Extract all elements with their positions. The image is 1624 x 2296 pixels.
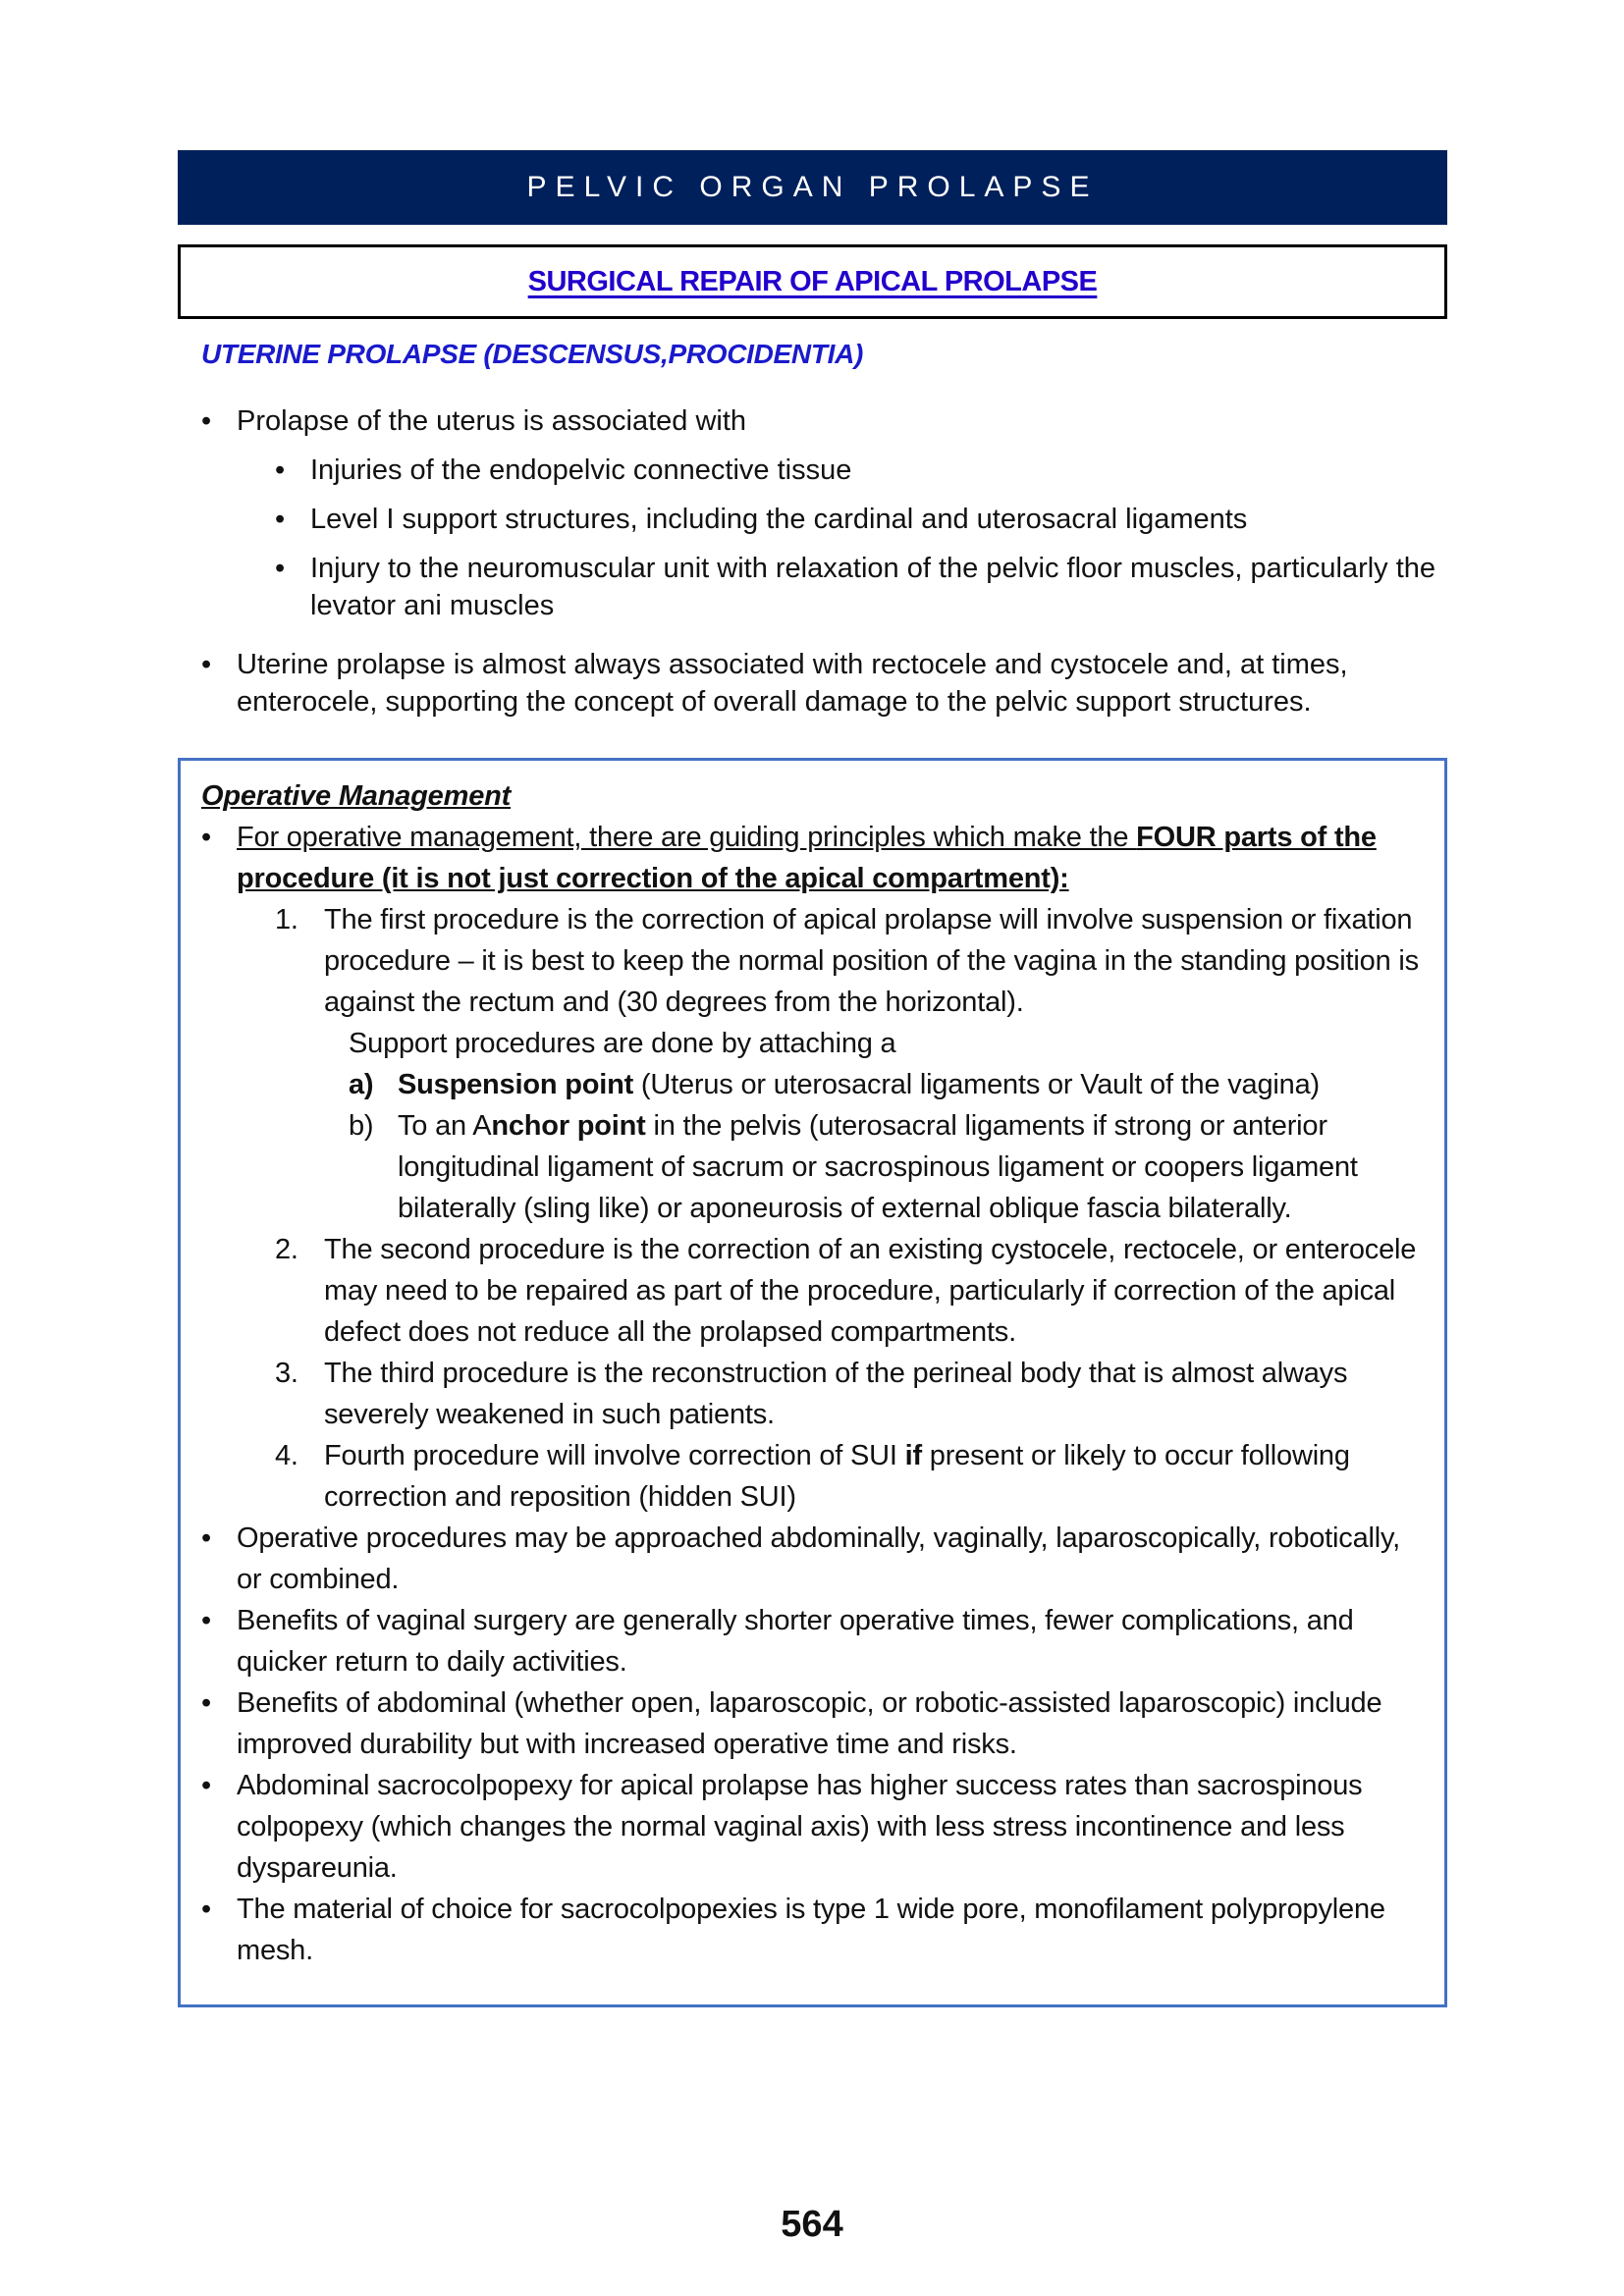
list-item [201,817,1429,899]
sub-step-bold: nchor point [491,1110,646,1142]
step-text: Fourth procedure will involve correction of SUI [324,1440,905,1471]
step-number: 1. [275,904,298,935]
list-item: • Level I support structures, including the cardinal and uterosacral ligaments [275,501,1438,538]
sub-step-text: (Uterus or uterosacral ligaments or Vault of the vagina) [633,1069,1320,1100]
step-text: present or likely to occur following correction and reposition (hidden SUI) [324,1440,1350,1513]
step-item [275,1353,1429,1435]
step-item [275,1229,1429,1353]
step-text: The second procedure is the correction of an existing cystocele, rectocele, or enterocele may need to be repaired as part of the procedure, particularly if correction of the apical defect does not reduce all the prolapsed compartments. [324,1234,1417,1348]
list-item: • Injury to the neuromuscular unit with relaxation of the pelvic floor muscles, particularly the levator ani muscles [275,550,1438,624]
section-title-box [178,244,1447,319]
list-item: • Prolapse of the uterus is associated with [201,402,1438,440]
subheading: UTERINE PROLAPSE (DESCENSUS,PROCIDENTIA) [201,339,864,369]
sub-step-text: in the pelvis (uterosacral ligaments if strong or anterior longitudinal ligament of sacrum or sacrospinous ligament or coopers ligament bilaterally (sling like) or aponeurosis of external oblique fascia bilaterally. [398,1110,1358,1224]
list-item: • Benefits of abdominal (whether open, laparoscopic, or robotic-assisted laparoscopic) include improved durability but with increased operative time and risks. [201,1682,1429,1765]
chapter-header [178,150,1447,225]
lead-text: For operative management, there are guiding principles which make the [237,822,1137,853]
step-item [275,1435,1429,1518]
step-item [275,899,1429,1023]
step-bold: if [904,1440,922,1471]
step-text: The third procedure is the reconstruction of the perineal body that is almost always severely weakened in such patients. [324,1358,1348,1430]
step-number: 2. [275,1234,298,1265]
list-item: • Injuries of the endopelvic connective tissue [275,452,1438,489]
list-item: • Abdominal sacrocolpopexy for apical prolapse has higher success rates than sacrospinous colpopexy (which changes the normal vaginal axis) with less stress incontinence and less dyspareunia. [201,1765,1429,1889]
sub-step-text: To an A [398,1110,492,1142]
lead-bold: FOUR parts of the procedure (it is not just correction of the apical compartment): [237,822,1377,894]
section-title: SURGICAL REPAIR OF APICAL PROLAPSE [527,265,1098,297]
sub-step-item [349,1064,1429,1105]
list-item: • The material of choice for sacrocolpopexies is type 1 wide pore, monofilament polypropylene mesh. [201,1889,1429,1971]
list-item: • Uterine prolapse is almost always associated with rectocele and cystocele and, at times, enterocele, supporting the concept of overall damage to the pelvic support structures. [201,646,1438,721]
step-number: 4. [275,1440,298,1471]
sub-step-label: a) [349,1069,374,1100]
chapter-title: PELVIC ORGAN PROLAPSE [526,171,1099,203]
operative-title: Operative Management [201,780,512,812]
list-item: • Operative procedures may be approached abdominally, vaginally, laparoscopically, robotically, or combined. [201,1518,1429,1600]
intro-list [201,402,1438,721]
step-text: The first procedure is the correction of apical prolapse will involve suspension or fixation procedure – it is best to keep the normal position of the vagina in the standing position is against the rectum and (30 degrees from the horizontal). [324,904,1419,1018]
step-number: 3. [275,1358,298,1389]
sub-step-bold: Suspension point [398,1069,634,1100]
list-item: • Benefits of vaginal surgery are generally shorter operative times, fewer complications, and quicker return to daily activities. [201,1600,1429,1682]
sub-step-item [349,1105,1429,1229]
sub-step-label: b) [349,1110,374,1142]
page-number: 564 [781,2204,843,2245]
operative-management-box [178,758,1447,2007]
support-text: Support procedures are done by attaching a [349,1028,896,1059]
